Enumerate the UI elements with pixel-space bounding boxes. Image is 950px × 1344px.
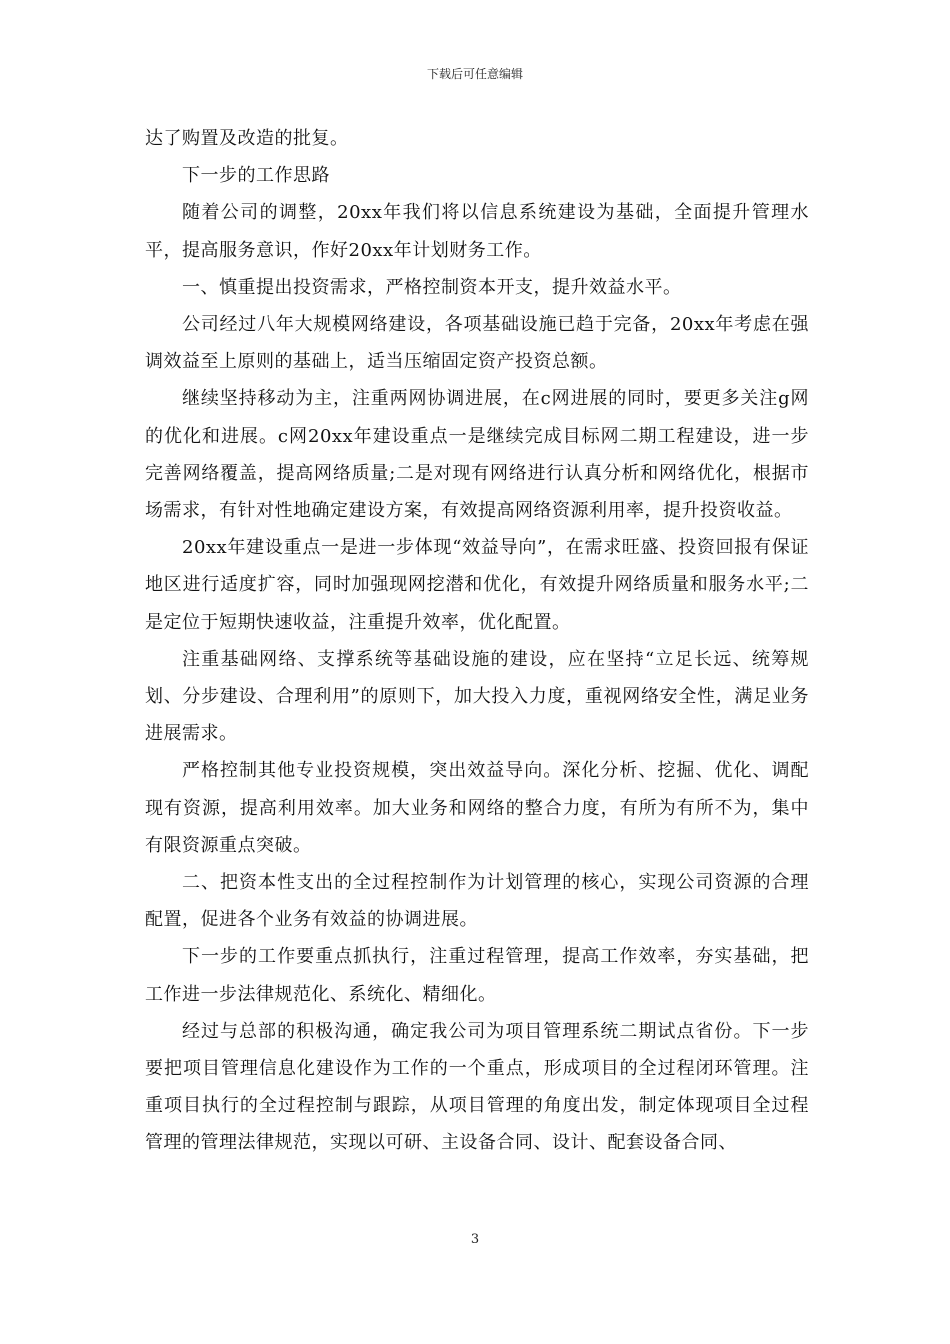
paragraph-11: 下一步的工作要重点抓执行，注重过程管理，提高工作效率，夯实基础，把工作进一步法律规范化、系统化、精细化。 — [145, 946, 809, 1005]
page-header: 下载后可任意编辑 — [426, 67, 523, 81]
page-number: 3 — [470, 1232, 480, 1247]
section-heading-2: 二、把资本性支出的全过程控制作为计划管理的核心，实现公司资源的合理配置，促进各个业务有效益的协调进展。 — [145, 872, 809, 931]
section-heading-next-steps: 下一步的工作思路 — [182, 165, 330, 187]
paragraph-8: 注重基础网络、支撑系统等基础设施的建设，应在坚持“立足长远、统筹规划、分步建设、合理利用”的原则下，加大投入力度，重视网络安全性，满足业务进展需求。 — [145, 648, 809, 745]
paragraph-9: 严格控制其他专业投资规模，突出效益导向。深化分析、挖掘、优化、调配现有资源，提高利用效率。加大业务和网络的整合力度，有所为有所不为，集中有限资源重点突破。 — [145, 760, 809, 856]
paragraph-5: 公司经过八年大规模网络建设，各项基础设施已趋于完备，20xx年考虑在强调效益至上原则的基础上，适当压缩固定资产投资总额。 — [145, 314, 809, 373]
paragraph-1: 达了购置及改造的批复。 — [145, 128, 349, 149]
paragraph-3: 随着公司的调整，20xx年我们将以信息系统建设为基础，全面提升管理水平，提高服务意识，作好20xx年计划财务工作。 — [145, 202, 809, 261]
paragraph-7: 20xx年建设重点一是进一步体现“效益导向”，在需求旺盛、投资回报有保证地区进行适度扩容，同时加强现网挖潜和优化，有效提升网络质量和服务水平;二是定位于短期快速收益，注重提升效率，优化配置。 — [145, 537, 809, 633]
paragraph-12: 经过与总部的积极沟通，确定我公司为项目管理系统二期试点省份。下一步要把项目管理信息化建设作为工作的一个重点，形成项目的全过程闭环管理。注重项目执行的全过程控制与跟踪，从项目管理的角度出发，制定体现项目全过程管理的管理法律规范，实现以可研、主设备合同、设计、配套设备合同、 — [145, 1020, 809, 1154]
paragraph-6: 继续坚持移动为主，注重两网协调进展，在c网进展的同时，要更多关注g网的优化和进展。c网20xx年建设重点一是继续完成目标网二期工程建设，进一步完善网络覆盖，提高网络质量;二是对现有网络进行认真分析和网络优化，根据市场需求，有针对性地确定建设方案，有效提高网络资源利用率，提升投资收益。 — [145, 388, 809, 522]
document-body — [145, 120, 809, 1162]
section-heading-1: 一、慎重提出投资需求，严格控制资本开支，提升效益水平。 — [182, 276, 682, 298]
